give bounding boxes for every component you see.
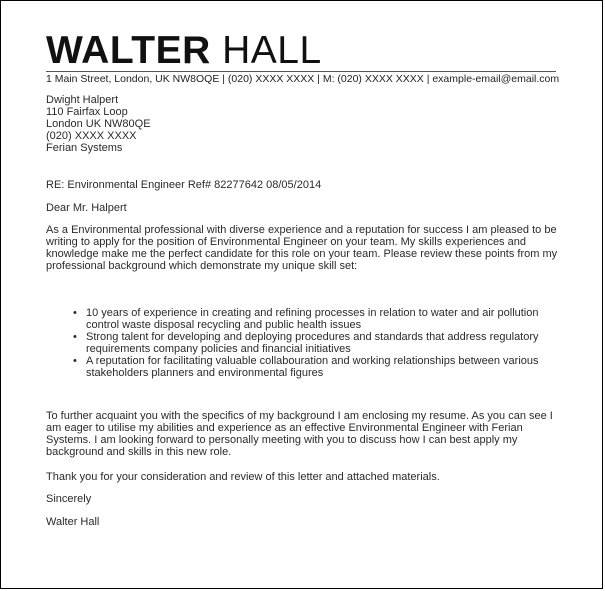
- sender-first-name: WALTER: [46, 29, 211, 72]
- list-item: [46, 355, 566, 379]
- recipient-block: [46, 94, 151, 154]
- skills-list: [46, 307, 566, 379]
- list-item: [46, 307, 566, 331]
- sender-contact-line: 1 Main Street, London, UK NW8OQE | (020) XXXX XXXX | M: (020) XXXX XXXX | example-email@email.com: [46, 73, 560, 85]
- list-item-text: Strong talent for developing and deploying procedures and standards that address regulatory requirements company policies and financial initiatives: [86, 331, 539, 355]
- letter-salutation: Dear Mr. Halpert: [46, 202, 127, 214]
- letter-thanks: Thank you for your consideration and review of this letter and attached materials.: [46, 471, 440, 483]
- recipient-company: Ferian Systems: [46, 142, 123, 154]
- header-divider: [46, 71, 556, 72]
- bullet-icon: •: [73, 355, 77, 367]
- sender-last-name: HALL: [222, 29, 322, 72]
- list-item-text: 10 years of experience in creating and refining processes in relation to water and air pollution control waste disposal recycling and public health issues: [86, 307, 539, 331]
- recipient-address-line1: 110 Fairfax Loop: [46, 106, 128, 118]
- sender-name: [46, 29, 322, 73]
- letter-paragraph-closing: To further acquaint you with the specifics of my background I am enclosing my resume. As you can see I am eager to utilise my abilities and experience as an effective Environmental Engineer with Ferian Systems. I am looking forward to personally meeting with you to discuss how I can best apply my background and skills in this new role.: [46, 410, 553, 458]
- list-item: [46, 331, 566, 355]
- recipient-phone: (020) XXXX XXXX: [46, 130, 137, 142]
- letter-subject: RE: Environmental Engineer Ref# 82277642 08/05/2014: [46, 179, 322, 191]
- letter-signature: Walter Hall: [46, 516, 100, 528]
- bullet-icon: •: [73, 331, 77, 343]
- letter-paragraph-intro: As a Environmental professional with diverse experience and a reputation for success I am pleased to be writing to apply for the position of Environmental Engineer on your team. My skills experiences and knowledge make me the perfect candidate for this role on your team. Please review these points from my professional background which demonstrate my unique skill set:: [46, 224, 558, 272]
- recipient-name: Dwight Halpert: [46, 94, 119, 106]
- bullet-icon: •: [73, 307, 77, 319]
- recipient-address-line2: London UK NW80QE: [46, 118, 151, 130]
- letter-closing: Sincerely: [46, 493, 92, 505]
- list-item-text: A reputation for facilitating valuable collabouration and working relationships between various stakeholders planners and environmental figures: [86, 355, 539, 379]
